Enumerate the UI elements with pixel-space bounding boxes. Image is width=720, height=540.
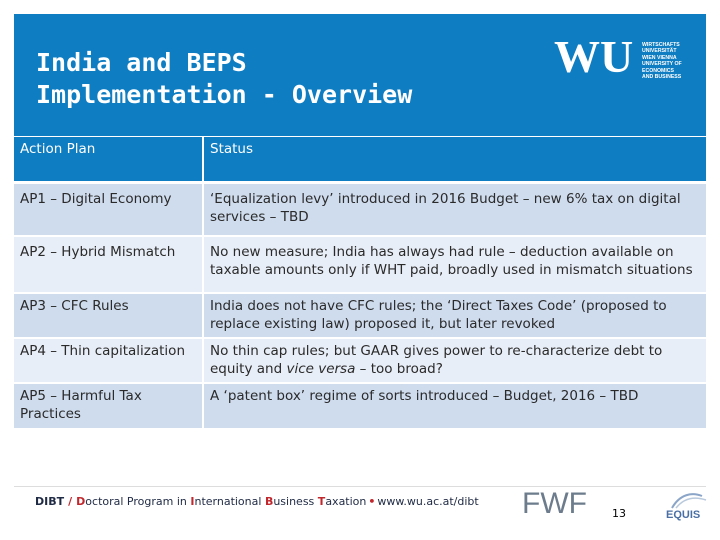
status-text-italic: vice versa <box>286 361 356 377</box>
status-text: A ‘patent box’ regime of sorts introduced – Budget, 2016 – TBD <box>210 388 639 404</box>
program-word: nternational <box>194 495 265 508</box>
dibt-brand: DIBT <box>35 495 65 508</box>
status-text: ‘Equalization levy’ introduced in 2016 Budget – new 6% tax on digital services – TBD <box>210 191 681 225</box>
logo-text-line: WIRTSCHAFTS <box>642 42 680 48</box>
status-cell <box>203 383 706 428</box>
slide-title <box>36 47 412 111</box>
status-cell <box>203 293 706 338</box>
status-text: No new measure; India has always had rule – deduction available on taxable amounts only if WHT paid, broadly used in mismatch situations <box>210 244 693 278</box>
footer-divider <box>14 486 706 487</box>
table-row <box>14 383 706 428</box>
action-cell: AP4 – Thin capitalization <box>14 338 203 383</box>
equis-swoosh-icon <box>652 490 712 510</box>
wu-logo-mark <box>554 32 636 80</box>
table-row <box>14 293 706 338</box>
fwf-logo <box>522 488 598 516</box>
program-word: axation <box>325 495 367 508</box>
logo-text-line: WIEN VIENNA <box>642 54 677 61</box>
status-cell <box>203 236 706 293</box>
status-text: India does not have CFC rules; the ‘Direct Taxes Code’ (proposed to replace existing law) proposed it, but later revoked <box>210 298 667 332</box>
title-line-1: India and BEPS <box>36 48 247 77</box>
table-header-row <box>14 137 706 183</box>
program-word: usiness <box>273 495 318 508</box>
table-row <box>14 338 706 383</box>
status-cell <box>203 338 706 383</box>
footer-bullet: • <box>368 495 376 508</box>
table-row <box>14 236 706 293</box>
table-row <box>14 183 706 237</box>
equis-logo-text: EQUIS <box>666 509 701 521</box>
action-cell: AP1 – Digital Economy <box>14 183 203 237</box>
wu-logo <box>554 32 704 116</box>
dibt-program <box>76 495 366 508</box>
wu-logo-letters: WU <box>554 32 634 80</box>
program-initial: T <box>317 495 326 508</box>
action-cell: AP2 – Hybrid Mismatch <box>14 236 203 293</box>
logo-text-line: ECONOMICS <box>642 67 674 74</box>
dibt-url: www.wu.ac.at/dibt <box>377 495 479 508</box>
logo-text-line: AND BUSINESS <box>642 74 682 81</box>
program-initial: D <box>76 495 86 508</box>
footer-dibt <box>35 495 479 509</box>
logo-text-line: UNIVERSITY OF <box>642 61 682 68</box>
header-status: Status <box>203 137 706 183</box>
program-initial: B <box>264 495 274 508</box>
status-text: – too broad? <box>355 361 443 377</box>
program-initial: I <box>190 495 195 508</box>
page-number: 13 <box>612 507 626 520</box>
wu-logo-text <box>642 42 712 80</box>
title-line-2: Implementation - Overview <box>36 80 413 109</box>
action-plan-table <box>14 137 706 428</box>
status-text: No thin cap rules; but GAAR gives power to re-characterize debt to equity and <box>210 343 663 377</box>
fwf-logo-text: FWF <box>522 488 587 516</box>
action-cell: AP3 – CFC Rules <box>14 293 203 338</box>
header-action-plan: Action Plan <box>14 137 203 183</box>
status-cell <box>203 183 706 237</box>
program-word: octoral Program in <box>85 495 191 508</box>
dibt-slash: / <box>68 495 73 508</box>
action-cell: AP5 – Harmful Tax Practices <box>14 383 203 428</box>
logo-text-line: UNIVERSITÄT <box>642 48 677 55</box>
slide-header <box>14 14 706 136</box>
equis-logo <box>652 490 712 536</box>
